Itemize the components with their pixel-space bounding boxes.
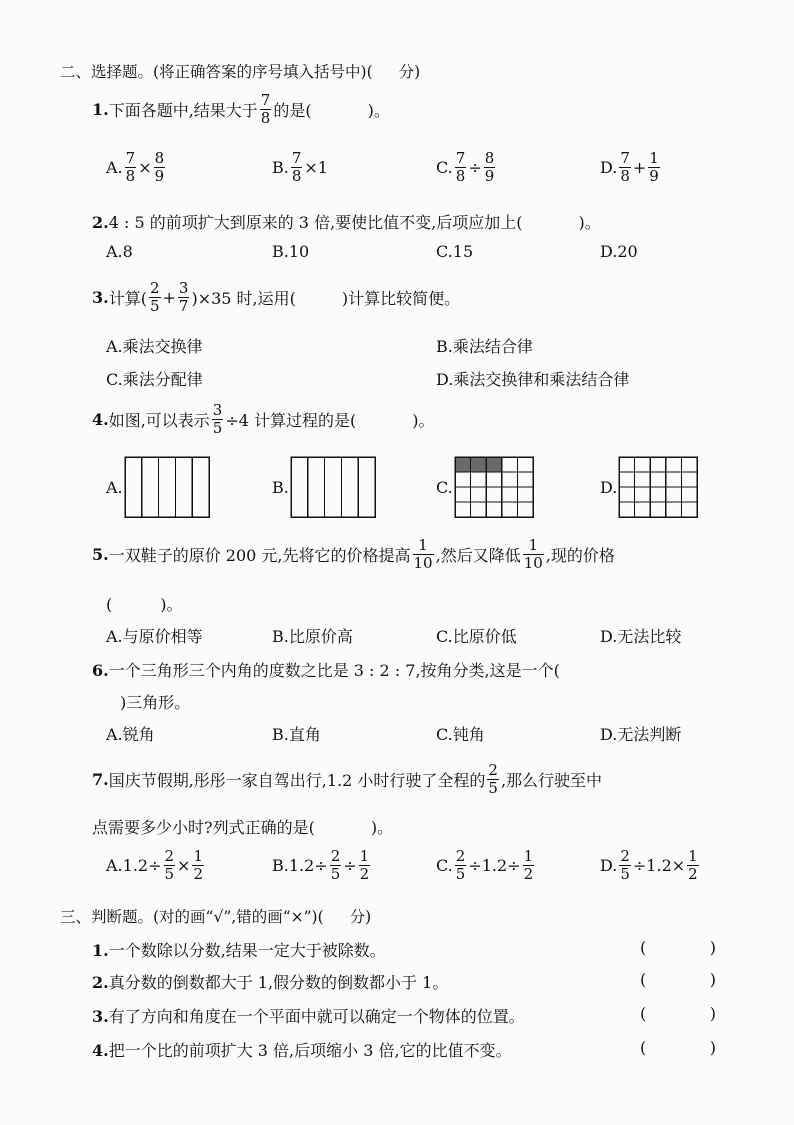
judge-item-4: 4.把一个比的前项扩大 3 倍,后项缩小 3 倍,它的比值不变。 xyxy=(92,1041,512,1060)
q1-option-d[interactable]: D. $\frac{7}{8}$ + $\frac{1}{9}$ xyxy=(600,149,659,185)
q5-option-d[interactable]: D.无法比较 xyxy=(600,627,682,646)
q7-text-pre: 国庆节假期,彤彤一家自驾出行,1.2 小时行驶了全程的 xyxy=(108,771,486,790)
q1-option-b[interactable]: B. $\frac{7}{8}$ ×1 xyxy=(272,149,328,185)
judge-answer-2[interactable]: ( ) xyxy=(640,970,716,989)
q5-fraction-2: $\frac{1}{10}$ xyxy=(523,536,543,572)
q2-option-d[interactable]: D.20 xyxy=(600,242,638,261)
q5-stem xyxy=(92,537,615,572)
q3-text-pre: 计算( xyxy=(108,289,147,308)
q5-option-b[interactable]: B.比原价高 xyxy=(272,627,353,646)
q7-fraction: $\frac{2}{5}$ xyxy=(488,761,498,797)
judge-item-2: 2.真分数的倒数都大于 1,假分数的倒数都小于 1。 xyxy=(92,973,449,992)
q4-option-d[interactable] xyxy=(600,456,698,518)
q5-option-c[interactable]: C.比原价低 xyxy=(436,627,517,646)
q3-option-c[interactable]: C.乘法分配律 xyxy=(106,370,203,389)
judge-answer-1[interactable]: ( ) xyxy=(640,938,716,957)
q4-fraction: $\frac{3}{5}$ xyxy=(212,401,223,437)
q4-number: 4. xyxy=(92,410,109,429)
q3-option-b[interactable]: B.乘法结合律 xyxy=(436,337,533,356)
q7-stem xyxy=(92,762,602,797)
q2-number: 2. xyxy=(92,213,109,232)
q4-option-c[interactable] xyxy=(436,456,534,518)
q6-answer-blank[interactable]: )三角形。 xyxy=(120,693,191,712)
q4-text-pre: 如图,可以表示 xyxy=(108,411,210,430)
q6-option-d[interactable]: D.无法判断 xyxy=(600,725,682,744)
q7-text-end: )。 xyxy=(370,818,394,837)
q4-stem xyxy=(92,402,435,437)
q5-number: 5. xyxy=(92,545,109,564)
section2-score: 分) xyxy=(398,63,421,81)
q7-number: 7. xyxy=(92,770,109,789)
section3-title-text: 三、判断题。(对的画“√”,错的画“×”)( xyxy=(60,908,324,926)
section3-title xyxy=(60,905,371,927)
q7-option-c[interactable]: C. $\frac{2}{5}$ ÷1.2÷ $\frac{1}{2}$ xyxy=(436,847,534,883)
q1-text-post: 的是( xyxy=(273,101,312,120)
q7-option-a[interactable]: A. 1.2÷ $\frac{2}{5}$ × $\frac{1}{2}$ xyxy=(106,847,203,883)
judge-item-3: 3.有了方向和角度在一个平面中就可以确定一个物体的位置。 xyxy=(92,1007,525,1026)
q2-text-end: )。 xyxy=(578,213,601,232)
q3-option-d[interactable]: D.乘法交换律和乘法结合律 xyxy=(436,370,630,389)
q2-option-c[interactable]: C.15 xyxy=(436,242,474,261)
q4-option-a-label: A. xyxy=(106,477,123,497)
q4-figure-a xyxy=(124,456,210,518)
section2-title xyxy=(60,60,420,82)
q3-fraction-1: $\frac{2}{5}$ xyxy=(149,279,160,315)
q4-option-d-label: D. xyxy=(600,477,618,497)
judge-answer-4[interactable]: ( ) xyxy=(640,1038,716,1057)
q3-text-mid: )×35 时,运用( xyxy=(191,289,296,308)
q7-option-d[interactable]: D. $\frac{2}{5}$ ÷1.2× $\frac{1}{2}$ xyxy=(600,847,698,883)
section2-title-text: 二、选择题。(将正确答案的序号填入括号中)( xyxy=(60,63,373,81)
q7-option-b[interactable]: B. 1.2÷ $\frac{2}{5}$ ÷ $\frac{1}{2}$ xyxy=(272,847,370,883)
q6-text: 一个三角形三个内角的度数之比是 3 : 2 : 7,按角分类,这是一个( xyxy=(108,661,560,680)
q1-stem xyxy=(92,92,390,127)
judge-item-1: 1.一个数除以分数,结果一定大于被除数。 xyxy=(92,941,386,960)
q4-figure-b xyxy=(290,456,376,518)
q4-option-c-label: C. xyxy=(436,477,453,497)
q7-text-post: ,那么行驶至中 xyxy=(500,771,603,790)
q7-stem-line2 xyxy=(92,815,393,838)
q4-figure-d xyxy=(618,456,698,518)
q6-option-a[interactable]: A.锐角 xyxy=(106,725,155,744)
q3-text-post: )计算比较简便。 xyxy=(341,289,461,308)
q4-text-end: )。 xyxy=(412,411,435,430)
q1-fraction: $\frac{7}{8}$ xyxy=(260,91,271,127)
q3-option-a[interactable]: A.乘法交换律 xyxy=(106,337,203,356)
q5-text-post: ,现的价格 xyxy=(545,546,615,565)
section3-score: 分) xyxy=(349,908,372,926)
q6-option-b[interactable]: B.直角 xyxy=(272,725,321,744)
q4-option-b-label: B. xyxy=(272,477,289,497)
q2-text: 4 : 5 的前项扩大到原来的 3 倍,要使比值不变,后项应加上( xyxy=(108,213,523,232)
q6-number: 6. xyxy=(92,661,109,680)
q7-text-line2: 点需要多少小时?列式正确的是( xyxy=(92,818,315,837)
q5-answer-blank[interactable]: ( )。 xyxy=(106,595,183,614)
q5-fraction-1: $\frac{1}{10}$ xyxy=(413,536,433,572)
q3-plus: + xyxy=(162,288,176,307)
q2-stem xyxy=(92,210,601,233)
q3-number: 3. xyxy=(92,288,109,307)
q4-figure-c xyxy=(454,456,534,518)
q6-stem xyxy=(92,658,560,681)
q1-number: 1. xyxy=(92,100,109,119)
q3-stem xyxy=(92,280,460,315)
q6-option-c[interactable]: C.钝角 xyxy=(436,725,485,744)
judge-answer-3[interactable]: ( ) xyxy=(640,1004,716,1023)
q4-option-a[interactable] xyxy=(106,456,210,518)
q2-option-a[interactable]: A.8 xyxy=(106,242,133,261)
q5-text-pre: 一双鞋子的原价 200 元,先将它的价格提高 xyxy=(108,546,411,565)
q5-text-mid: ,然后又降低 xyxy=(435,546,521,565)
q2-option-b[interactable]: B.10 xyxy=(272,242,310,261)
q1-option-c[interactable]: C. $\frac{7}{8}$ ÷ $\frac{8}{9}$ xyxy=(436,149,495,185)
q4-option-b[interactable] xyxy=(272,456,376,518)
q1-text-pre: 下面各题中,结果大于 xyxy=(108,101,258,120)
q3-fraction-2: $\frac{3}{7}$ xyxy=(178,279,189,315)
q5-option-a[interactable]: A.与原价相等 xyxy=(106,627,203,646)
q1-text-end: )。 xyxy=(367,101,390,120)
q4-text-post: ÷4 计算过程的是( xyxy=(225,411,357,430)
q1-option-a[interactable]: A. $\frac{7}{8}$ × $\frac{8}{9}$ xyxy=(106,149,165,185)
